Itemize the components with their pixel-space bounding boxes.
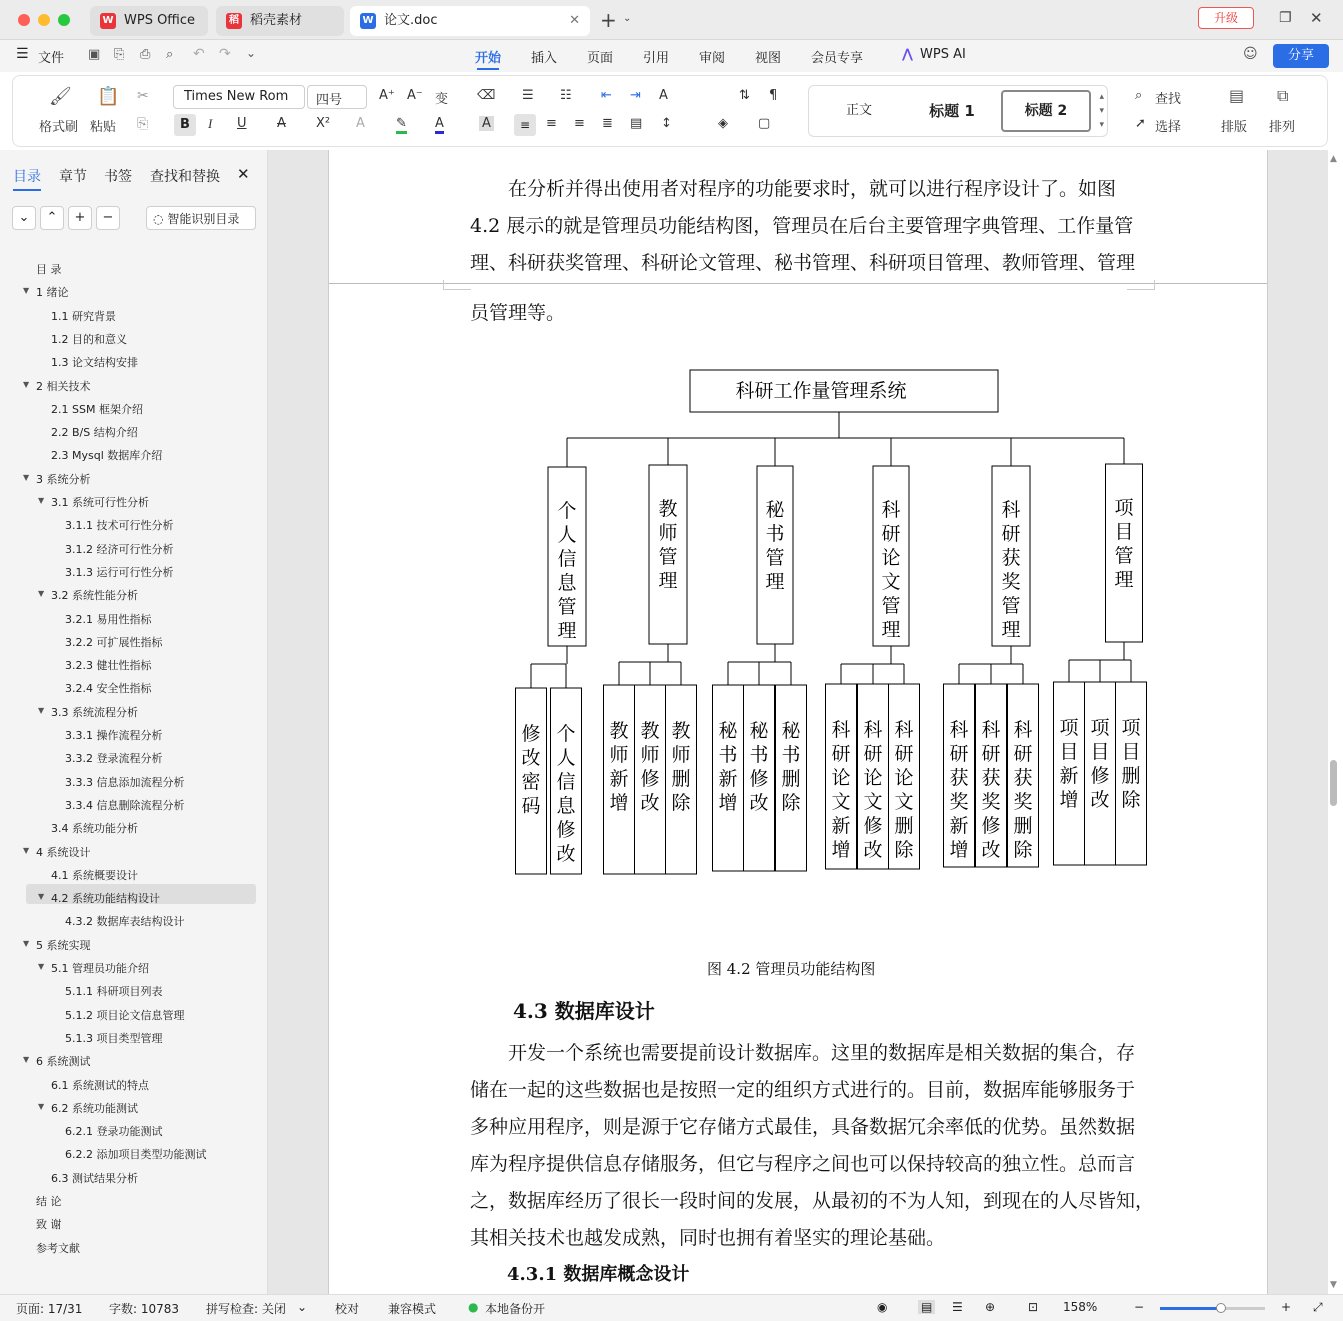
layout-button[interactable]: 排版 [1221, 120, 1248, 135]
status-bar [0, 1294, 1343, 1321]
title-bar [0, 0, 1343, 40]
text-line: 4.2 展示的就是管理员功能结构图，管理员在后台主要管理字典管理、工作量管 [470, 215, 1134, 237]
toc-item[interactable]: 3.4 系统功能分析 [51, 822, 138, 836]
tab-document[interactable] [350, 6, 590, 36]
maximize-window-button[interactable] [58, 14, 70, 26]
toc-item[interactable]: 2 相关技术 [36, 379, 91, 393]
toc-item[interactable]: 1 绪论 [36, 286, 69, 300]
function-label: 秘书删除 [781, 720, 801, 814]
new-tab-icon[interactable]: + [600, 8, 617, 32]
toc-item[interactable]: 5.1.2 项目论文信息管理 [65, 1008, 185, 1022]
spell-check-toggle[interactable]: 拼写检查: 关闭 [206, 1302, 286, 1316]
toc-item[interactable]: 3.3.2 登录流程分析 [65, 752, 163, 766]
word-count[interactable]: 字数: 10783 [109, 1302, 180, 1316]
font-family-select[interactable] [173, 85, 305, 109]
fit-page-icon[interactable]: ⊡ [1028, 1300, 1039, 1314]
print-preview-icon[interactable]: ⌕ [166, 47, 174, 62]
menu-page[interactable]: 页面 [587, 51, 614, 66]
function-label: 个人信息修改 [556, 723, 576, 865]
module-label: 科研论文管理 [881, 499, 901, 641]
backup-status[interactable]: 本地备份开 [485, 1302, 546, 1316]
text-line: 其相关技术也越发成熟，同时也拥有着坚实的理论基础。 [470, 1227, 946, 1249]
grow-font-icon[interactable]: A⁺ [379, 88, 395, 103]
smart-toc-icon: ◌ [153, 212, 164, 226]
style-heading-1[interactable] [907, 90, 997, 132]
expand-toggle-icon[interactable]: ▼ [38, 962, 45, 971]
borders-button[interactable]: ▢ [758, 116, 771, 131]
text-direction-button[interactable]: A [659, 88, 668, 103]
numbering-button[interactable]: ☷ [560, 88, 572, 103]
module-label: 科研获奖管理 [1001, 499, 1021, 641]
expand-toggle-icon[interactable]: ▼ [23, 379, 30, 389]
expand-toggle-icon[interactable]: ▼ [38, 1101, 45, 1111]
style-normal-label: 正文 [845, 103, 872, 118]
tab-find-replace[interactable]: 查找和替换 [150, 169, 220, 185]
function-label: 科研获奖修改 [981, 719, 1001, 861]
document-page [328, 150, 1268, 1294]
close-window-button[interactable] [18, 14, 30, 26]
function-label: 修改密码 [521, 723, 541, 817]
style-gallery [808, 85, 1108, 137]
tab-chapters[interactable]: 章节 [59, 169, 87, 185]
page-indicator[interactable]: 页面: 17/31 [16, 1302, 83, 1316]
section-heading-4-3-1: 4.3.1 数据库概念设计 [507, 1264, 690, 1285]
tab-close-icon[interactable]: ✕ [569, 13, 580, 28]
close-icon[interactable]: ✕ [1310, 9, 1323, 27]
margin-mark-left [443, 280, 471, 290]
menu-reference[interactable]: 引用 [643, 51, 670, 66]
spell-chevron-icon[interactable]: ⌄ [297, 1300, 308, 1314]
restore-window-icon[interactable]: ❐ [1279, 10, 1292, 26]
arrange-icon: ⧉ [1277, 86, 1289, 105]
function-label: 科研获奖新增 [949, 719, 969, 861]
align-left-button[interactable]: ≡ [514, 114, 536, 136]
document-area [268, 150, 1337, 1294]
backup-status-icon: ● [468, 1300, 479, 1314]
expand-toggle-icon[interactable]: ▼ [23, 286, 30, 296]
toc-item[interactable]: 5.1.1 科研项目列表 [65, 985, 163, 999]
zoom-level[interactable]: 158% [1063, 1300, 1098, 1314]
comment-icon[interactable]: ☺ [1243, 46, 1258, 62]
expand-up-button[interactable]: ⌃ [40, 206, 64, 230]
superscript-button[interactable]: X² [316, 116, 331, 131]
copy-icon[interactable]: ⎘ [137, 116, 149, 132]
tab-docer[interactable] [216, 6, 344, 36]
function-label: 科研获奖删除 [1013, 719, 1033, 861]
paste-button[interactable]: 粘贴 [90, 120, 117, 135]
toc-item[interactable]: 6.2 系统功能测试 [51, 1101, 138, 1115]
docer-logo-icon: 稻 [226, 13, 242, 29]
toc-item[interactable]: 3.1.1 技术可行性分析 [65, 519, 174, 533]
undo-icon[interactable]: ↶ [193, 46, 205, 62]
highlight-button[interactable]: ✎ [396, 116, 407, 134]
zoom-slider-fill [1160, 1307, 1221, 1310]
toc-item[interactable]: 3.3.1 操作流程分析 [65, 729, 163, 742]
toc-item[interactable]: 1.2 目的和意义 [51, 332, 127, 346]
outline-view-icon[interactable]: ☰ [952, 1300, 963, 1314]
toc-item[interactable]: 5.1 管理员功能介绍 [51, 962, 149, 975]
toc-item[interactable]: 5.1.3 项目类型管理 [65, 1031, 163, 1045]
font-size-value: 四号 [316, 93, 343, 108]
text-line: 理、科研获奖管理、科研论文管理、秘书管理、科研项目管理、教师管理、管理 [470, 252, 1136, 274]
toc-item[interactable]: 4 系统设计 [36, 845, 91, 859]
share-label: 分享 [1287, 48, 1314, 63]
cut-icon[interactable]: ✂ [137, 88, 149, 104]
expand-toggle-icon[interactable]: ▼ [38, 496, 45, 505]
select-button[interactable]: 选择 [1155, 120, 1182, 135]
decrease-indent-button[interactable]: ⇤ [601, 88, 612, 103]
expand-toggle-icon[interactable]: ▼ [23, 1055, 30, 1065]
underline-button[interactable]: U [237, 116, 247, 131]
arrange-button[interactable]: 排列 [1269, 120, 1296, 135]
function-label: 科研论文新增 [831, 719, 851, 861]
toc-item[interactable]: 1.1 研究背景 [51, 309, 116, 323]
toc-item[interactable]: 4.3.2 数据库表结构设计 [65, 915, 185, 929]
function-label: 教师新增 [609, 720, 629, 814]
compat-mode-label: 兼容模式 [388, 1302, 437, 1316]
function-label: 项目删除 [1121, 717, 1141, 811]
share-button[interactable] [1273, 44, 1329, 68]
function-label: 科研论文删除 [894, 719, 914, 861]
toc-item[interactable]: 4.2 系统功能结构设计 [51, 892, 160, 906]
toc-item[interactable]: 参考文献 [36, 1241, 80, 1255]
phonetic-icon[interactable]: 变 [435, 92, 449, 107]
tab-wps-office[interactable] [90, 6, 208, 36]
add-entry-button[interactable]: + [68, 206, 92, 230]
toc-item[interactable]: 6.2.2 添加项目类型功能测试 [65, 1148, 207, 1162]
module-label: 个人信息管理 [557, 500, 577, 642]
fullscreen-icon[interactable]: ⤢ [1313, 1300, 1323, 1314]
proofread-button[interactable]: 校对 [335, 1302, 360, 1316]
smart-toc-button[interactable] [146, 206, 256, 230]
distribute-button[interactable]: ▤ [630, 116, 643, 131]
layout-icon: ▤ [1229, 86, 1245, 105]
text-line: 开发一个系统也需要提前设计数据库。这里的数据库是相关数据的集合，存 [508, 1042, 1136, 1064]
root-label: 科研工作量管理系统 [735, 380, 907, 402]
function-label: 秘书修改 [749, 720, 769, 814]
toc-item[interactable]: 3.1.3 运行可行性分析 [65, 565, 174, 579]
module-label: 秘书管理 [765, 499, 785, 593]
menu-review[interactable]: 审阅 [699, 51, 726, 66]
close-pane-icon[interactable]: ✕ [237, 165, 250, 183]
toc-item[interactable]: 3.3.4 信息删除流程分析 [65, 798, 185, 812]
wps-logo-icon: W [100, 13, 116, 29]
function-label: 秘书新增 [718, 720, 738, 814]
toc-item[interactable]: 6.3 测试结果分析 [51, 1171, 138, 1185]
smart-toc-label: 智能识别目录 [167, 212, 240, 226]
collapse-all-button[interactable]: ⌄ [12, 206, 36, 230]
toc-item[interactable]: 目 录 [36, 263, 62, 276]
tab-bookmarks[interactable]: 书签 [104, 169, 132, 185]
menu-bar [0, 40, 1343, 72]
text-line: 多种应用程序，则是源于它存储方式最佳，具备数据冗余率低的优势。虽然数据 [470, 1116, 1136, 1138]
line-spacing-button[interactable]: ↕ [661, 116, 672, 131]
section-heading-4-3: 4.3 数据库设计 [513, 999, 655, 1023]
word-doc-icon: W [360, 13, 376, 29]
tab-toc[interactable]: 目录 [13, 166, 41, 191]
shading-button[interactable]: ◈ [718, 116, 728, 131]
format-painter-icon: 🖌 [49, 86, 72, 107]
chevron-down-icon[interactable]: ⌄ [623, 13, 632, 24]
redo-icon[interactable]: ↷ [219, 46, 231, 62]
bullets-button[interactable]: ☰ [522, 88, 534, 103]
font-color-button[interactable]: A [435, 116, 444, 134]
toc-item[interactable]: 结 论 [36, 1195, 62, 1208]
toc-item[interactable]: 6.1 系统测试的特点 [51, 1078, 149, 1092]
font-family-value: Times New Rom [184, 89, 289, 104]
toc-item[interactable]: 3.2.2 可扩展性指标 [65, 635, 163, 649]
zoom-out-icon[interactable]: − [1134, 1300, 1145, 1314]
menu-member[interactable]: 会员专享 [811, 51, 864, 66]
style-heading-1-label: 标题 1 [929, 102, 975, 120]
active-tab-underline [477, 68, 499, 70]
menu-wps-ai[interactable]: WPS AI [920, 47, 966, 62]
toc-item[interactable]: 3.1.2 经济可行性分析 [65, 542, 174, 556]
remove-entry-button[interactable]: − [96, 206, 120, 230]
scroll-down-icon[interactable]: ▼ [1330, 1280, 1337, 1290]
style-normal[interactable] [817, 90, 901, 132]
paste-icon: 📋 [97, 86, 120, 107]
wps-ai-icon: ⋀ [902, 47, 913, 62]
toc-item[interactable]: 3.2 系统性能分析 [51, 589, 138, 603]
menu-home[interactable]: 开始 [475, 51, 502, 66]
toc-item[interactable]: 6.2.1 登录功能测试 [65, 1125, 163, 1139]
upgrade-button[interactable] [1198, 7, 1254, 29]
hamburger-icon[interactable]: ☰ [16, 46, 29, 62]
toc-item[interactable]: 2.2 B/S 结构介绍 [51, 426, 138, 440]
navigation-pane [0, 150, 268, 1294]
sort-button[interactable]: ⇅ [739, 88, 750, 103]
menu-file[interactable]: 文件 [38, 51, 65, 66]
char-shading-button[interactable]: A [479, 116, 494, 131]
expand-toggle-icon[interactable]: ▼ [23, 845, 30, 855]
tab-label: 稻壳素材 [250, 13, 303, 28]
format-painter-button[interactable]: 格式刷 [39, 120, 79, 135]
toc-item[interactable]: 3.2.3 健壮性指标 [65, 659, 152, 673]
expand-toggle-icon[interactable]: ▼ [38, 705, 45, 715]
toc-item[interactable]: 4.1 系统概要设计 [51, 868, 138, 882]
style-heading-2[interactable] [1001, 90, 1091, 132]
save-icon[interactable]: ▣ [88, 47, 101, 62]
function-structure-diagram [329, 350, 1268, 910]
module-label: 教师管理 [658, 498, 678, 592]
text-line: 之，数据库经历了很长一段时间的发展，从最初的不为人知，到现在的人尽皆知， [470, 1190, 1155, 1212]
toc-item[interactable]: 3.3.3 信息添加流程分析 [65, 775, 185, 789]
toc-item[interactable]: 1.3 论文结构安排 [51, 356, 138, 370]
margin-mark-right [1127, 280, 1155, 290]
font-size-select[interactable] [307, 85, 367, 109]
style-gallery-scroll-icon[interactable]: ▴ ▾ ▾ [1099, 92, 1104, 130]
vertical-scrollbar[interactable] [1330, 760, 1337, 806]
function-label: 项目修改 [1090, 717, 1110, 811]
select-icon: ➚ [1135, 116, 1146, 131]
toc-item[interactable]: 5 系统实现 [36, 938, 91, 952]
zoom-slider-thumb[interactable] [1216, 1303, 1226, 1313]
expand-toggle-icon[interactable]: ▼ [38, 892, 45, 902]
text-line: 储在一起的这些数据也是按照一定的组织方式进行的。目前，数据库能够服务于 [470, 1079, 1136, 1101]
text-effect-button[interactable]: A [356, 116, 365, 131]
find-button[interactable]: 查找 [1155, 92, 1182, 107]
expand-toggle-icon[interactable]: ▼ [23, 472, 30, 482]
clear-format-icon[interactable]: ⌫ [477, 88, 496, 103]
strikethrough-button[interactable]: A [277, 116, 286, 131]
toc-item[interactable]: 3.1 系统可行性分析 [51, 496, 149, 509]
bold-button[interactable]: B [174, 114, 196, 136]
page-view-icon[interactable]: ▤ [918, 1300, 935, 1314]
text-line: 库为程序提供信息存储服务，但它与程序之间也可以保持较高的独立性。总而言 [470, 1153, 1136, 1175]
align-right-button[interactable]: ≡ [574, 116, 585, 131]
expand-toggle-icon[interactable]: ▼ [23, 938, 30, 948]
toc-item[interactable]: 致 谢 [36, 1218, 62, 1232]
function-label: 科研论文修改 [863, 719, 883, 861]
ribbon-toolbar [12, 75, 1328, 147]
toc-item[interactable]: 3.3 系统流程分析 [51, 705, 138, 719]
menu-view[interactable]: 视图 [755, 51, 782, 66]
toc-item[interactable]: 3 系统分析 [36, 472, 91, 486]
module-label: 项目管理 [1114, 497, 1134, 591]
toc-item[interactable]: 2.3 Mysql 数据库介绍 [51, 449, 163, 463]
increase-indent-button[interactable]: ⇥ [630, 88, 641, 103]
minimize-window-button[interactable] [38, 14, 50, 26]
justify-button[interactable]: ≣ [602, 116, 613, 131]
toc-item[interactable]: 2.1 SSM 框架介绍 [51, 402, 143, 416]
text-line: 员管理等。 [470, 302, 566, 324]
find-icon: ⌕ [1135, 88, 1143, 103]
scroll-up-icon[interactable]: ▲ [1330, 154, 1337, 164]
toc-item[interactable]: 3.2.1 易用性指标 [65, 612, 152, 626]
style-heading-2-label: 标题 2 [1024, 103, 1068, 119]
toc-item[interactable]: 6 系统测试 [36, 1055, 91, 1069]
align-center-button[interactable]: ≡ [546, 116, 557, 131]
eye-protection-icon[interactable]: ◉ [877, 1300, 888, 1314]
figure-caption: 图 4.2 管理员功能结构图 [707, 960, 876, 978]
function-label: 教师删除 [671, 720, 691, 814]
more-chevron-icon[interactable]: ⌄ [246, 46, 257, 60]
expand-toggle-icon[interactable]: ▼ [38, 589, 45, 599]
function-label: 项目新增 [1059, 717, 1079, 811]
zoom-in-icon[interactable]: + [1281, 1300, 1292, 1314]
export-icon[interactable]: ⎘ [114, 47, 125, 62]
tab-label: 论文.doc [384, 13, 438, 28]
web-view-icon[interactable]: ⊕ [985, 1300, 996, 1314]
print-icon[interactable]: ⎙ [140, 47, 151, 62]
toc-item[interactable]: 3.2.4 安全性指标 [65, 682, 152, 696]
function-label: 教师修改 [640, 720, 660, 814]
text-line: 在分析并得出使用者对程序的功能要求时，就可以进行程序设计了。如图 [508, 178, 1117, 200]
italic-button[interactable]: I [208, 116, 213, 131]
zoom-slider[interactable] [1160, 1307, 1265, 1310]
show-marks-button[interactable]: ¶ [769, 88, 778, 103]
upgrade-label: 升级 [1213, 11, 1238, 25]
tab-label: WPS Office [124, 13, 196, 28]
shrink-font-icon[interactable]: A⁻ [407, 88, 423, 103]
menu-insert[interactable]: 插入 [531, 51, 558, 66]
